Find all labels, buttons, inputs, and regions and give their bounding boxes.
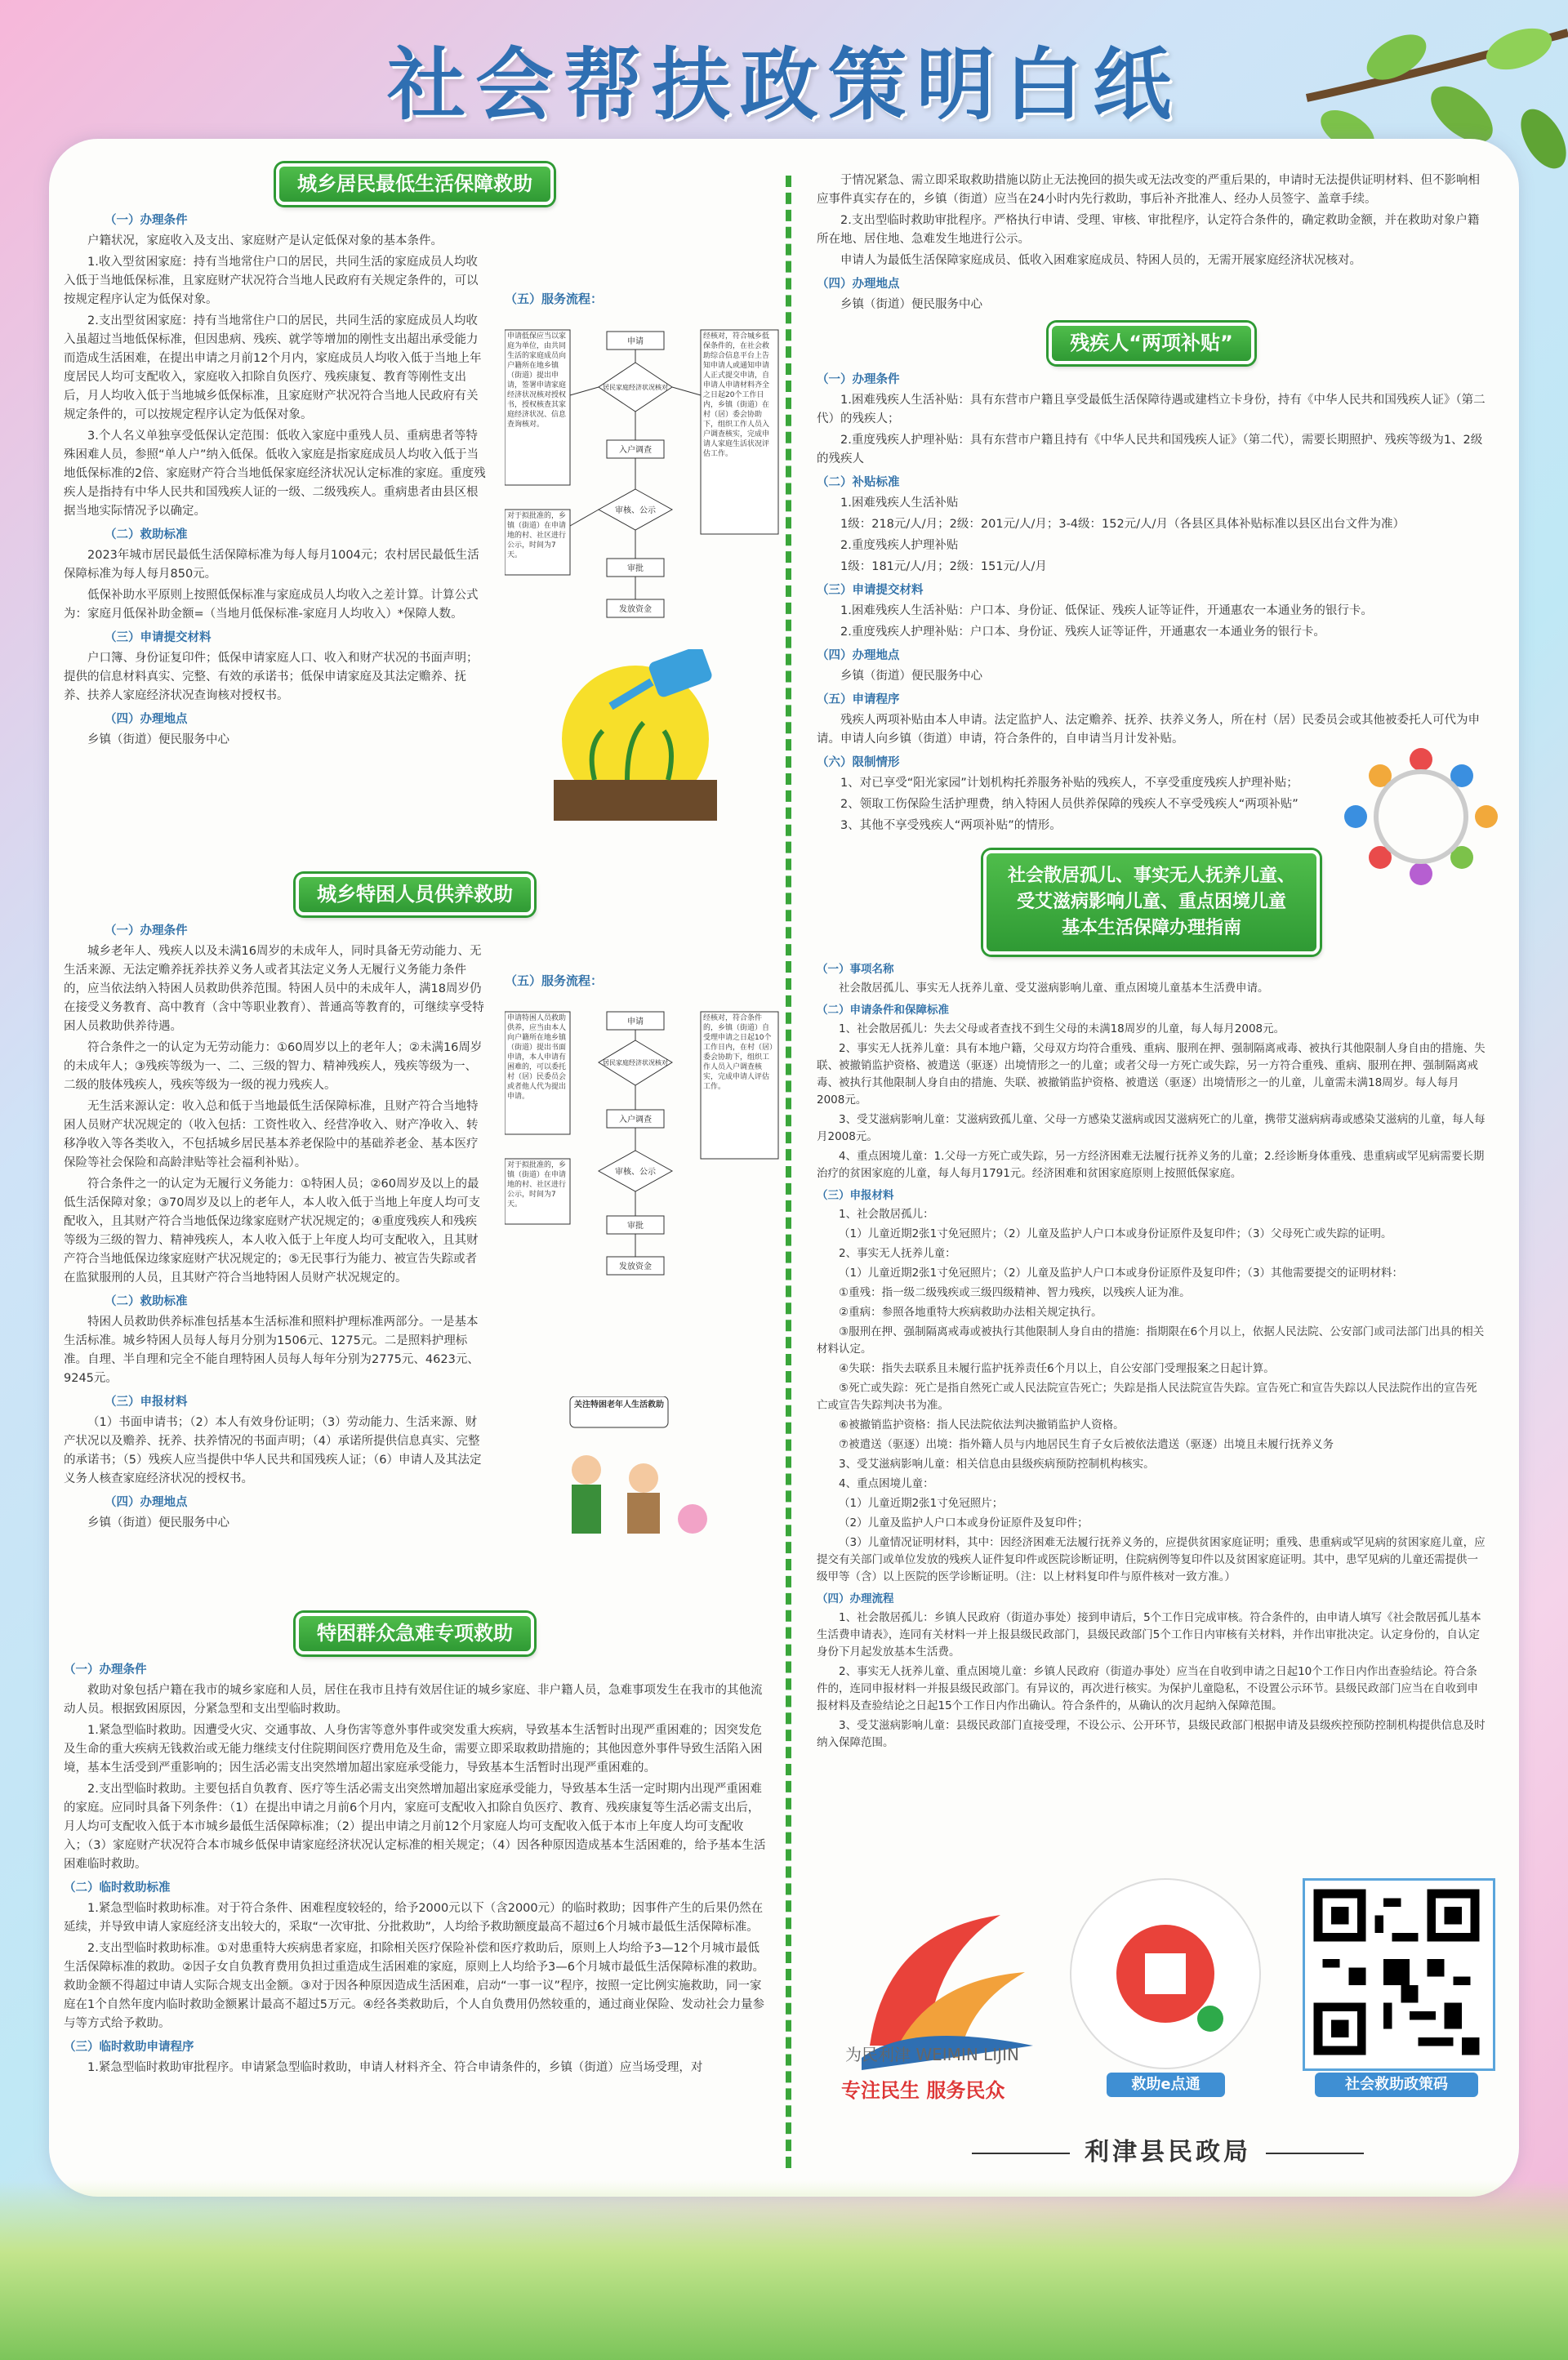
- section-title-emergency: 特困群众急难专项救助: [296, 1613, 534, 1654]
- flow-step: 入户调查: [619, 446, 652, 455]
- paragraph: ④失联：指失去联系且未履行监护抚养责任6个月以上，自公安部门受理报案之日起计算。: [839, 1362, 1275, 1375]
- subhead: （一）办理条件: [817, 373, 900, 386]
- qr-badge: 社会救助政策码: [1315, 2073, 1478, 2097]
- paragraph: 3、受艾滋病影响儿童：县级民政部门直接受理，不设公示、公开环节，县级民政部门根据申请及县级疾控预防控制机构提供信息及时纳入保障范围。: [817, 1719, 1486, 1749]
- subhead: （五）申请程序: [817, 693, 900, 706]
- paragraph: 1级：181元/人/月；2级：151元/人/月: [840, 560, 1047, 573]
- paragraph: （2）儿童及监护人户口本或身份证原件及复印件；: [839, 1516, 1089, 1530]
- qr-icon: [1305, 1881, 1488, 2064]
- logo-slogan-en: 为民利津 WEIMIN LIJIN: [845, 2045, 1019, 2064]
- subhead: （四）办理地点: [105, 713, 188, 726]
- paragraph: 3、其他不享受残疾人“两项补贴”的情形。: [840, 819, 1062, 832]
- paragraph: ⑦被遣送（驱逐）出境：指外籍人员与内地居民生育子女后被依法遣送（驱逐）出境且未履行抚养义务: [839, 1438, 1334, 1451]
- paragraph: 3、受艾滋病影响儿童：艾滋病致孤儿童、父母一方感染艾滋病或因艾滋病死亡的儿童，携带艾滋病病毒或感染艾滋病的儿童，每人每月2008元。: [817, 1113, 1486, 1143]
- flow-step: 居民家庭经济状况核对: [603, 384, 668, 391]
- paragraph: 1.紧急型临时救助。因遭受火灾、交通事故、人身伤害等意外事件或突发重大疾病，导致基本生活暂时出现严重困难的；因突发危及生命的重大疾病无钱救治或无能力继续支付住院期间医疗费用危及生命，需要立即采取救助措施的；其他因意外事件导致生活陷入困境，基本生活受到严重影响的；因生活必需支出突然增加超出家庭承受能力，导致基本生活暂时出现严重困难的。: [64, 1724, 763, 1774]
- paragraph: 1.紧急型临时救助审批程序。申请紧急型临时救助，申请人材料齐全、符合申请条件的，乡镇（街道）应当场受理，对: [87, 2061, 703, 2074]
- section-title-children: 社会散居孤儿、事实无人抚养儿童、 受艾滋病影响儿童、重点困境儿童 基本生活保障办理指南: [983, 850, 1320, 955]
- flow-diagram: [505, 314, 782, 665]
- paragraph: 申请人为最低生活保障家庭成员、低收入困难家庭成员、特困人员的，无需开展家庭经济状况核对。: [840, 254, 1361, 267]
- subhead: （四）办理地点: [105, 1496, 188, 1509]
- paragraph: 残疾人两项补贴由本人申请。法定监护人、法定赡养、抚养、扶养义务人，所在村（居）民委员会或其他被委托人可代为申请。申请人向乡镇（街道）申请，符合条件的，自申请当月计发补贴。: [817, 714, 1480, 746]
- subhead: （二）救助标准: [105, 1295, 188, 1308]
- paragraph: 1.困难残疾人生活补贴：户口本、身份证、低保证、残疾人证等证件，开通惠农一本通业务的银行卡。: [840, 604, 1373, 617]
- paragraph: ⑤死亡或失踪：死亡是指自然死亡或人民法院宣告死亡；失踪是指人民法院宣告失踪。宣告死亡和宣告失踪以人民法院作出的宣告死亡或宣告失踪判决书为准。: [817, 1382, 1477, 1412]
- paragraph: 2.重度残疾人护理补贴: [840, 539, 959, 552]
- subhead: （四）办理地点: [817, 278, 900, 291]
- flow-step: 申请: [627, 1017, 644, 1026]
- elderly-care-illustration: [537, 1396, 717, 1560]
- subhead: （一）办理条件: [105, 214, 188, 227]
- flow-note: 经核对，符合城乡低保条件的，在社会救助综合信息平台上告知申请人或通知申请人正式提交申请，自申请人申请材料齐全之日起20个工作日内，乡镇（街道）在村（居）委会协助下，组织工作人员入户调查核实，完成申请人家庭生活状况评估工作。: [703, 332, 770, 458]
- paragraph: 2、事实无人抚养儿童：具有本地户籍，父母双方均符合重残、重病、服刑在押、强制隔离戒毒、被执行其他限制人身自由的措施、失联、被撤销监护资格、被遣送（驱逐）出境情形之一的儿童；或者父母一方死亡或失踪，另一方符合重残、重病、服刑在押、强制隔离戒毒、被执行其他限制人身自由的措施、失联、被撤销监护资格、被遣送（驱逐）出境情形之一的儿童，儿童需未满18周岁。每人每月2008元。: [817, 1042, 1486, 1107]
- mini-program-icon: [1071, 1880, 1259, 2068]
- ground-decoration: [0, 2180, 1568, 2360]
- paragraph: 1.困难残疾人生活补贴：具有东营市户籍且享受最低生活保障待遇或建档立卡身份，持有《中华人民共和国残疾人证》（第二代）的残疾人；: [817, 394, 1486, 425]
- paragraph: 乡镇（街道）便民服务中心: [87, 1516, 229, 1530]
- flow-step: 发放资金: [619, 605, 652, 614]
- subhead: （二）临时救助标准: [64, 1881, 171, 1895]
- flow-step: 居民家庭经济状况核对: [603, 1059, 668, 1066]
- paragraph: ①重残：指一级二级残疾或三级四级精神、智力残疾，以残疾人证为准。: [839, 1286, 1191, 1299]
- flow-heading: （五）服务流程：: [505, 973, 604, 988]
- paragraph: 无生活来源认定：收入总和低于当地最低生活保障标准，且财产符合当地特困人员财产状况规定的（收入包括：工资性收入、经营净收入、财产净收入、转移净收入等各类收入，不包括城乡居民基本养老保险中的基础养老金、基本医疗保险等社会保险和高龄津贴等社会福利补贴）。: [64, 1100, 479, 1169]
- section-title-extreme-poverty: 城乡特困人员供养救助: [296, 874, 534, 915]
- subhead: （三）临时救助申请程序: [64, 2041, 194, 2054]
- column-divider: [786, 176, 791, 2168]
- flow-note: 申请低保应当以家庭为单位，由共同生活的家庭成员向户籍所在地乡镇（街道）提出申请，签署申请家庭经济状况核对授权书，授权核查其家庭经济状况、信息查询核对。: [507, 332, 567, 429]
- flow-note: 对于拟批准的，乡镇（街道）在申请地的村、社区进行公示，时间为7天。: [507, 1161, 567, 1209]
- paragraph: （1）儿童近期2张1寸免冠照片；（2）儿童及监护人户口本或身份证原件及复印件；（3）父母死亡或失踪的证明。: [839, 1227, 1392, 1240]
- paragraph: 户籍状况，家庭收入及支出、家庭财产是认定低保对象的基本条件。: [87, 234, 443, 247]
- paragraph: 1级：218元/人/月；2级：201元/人/月；3-4级：152元/人/月（各县区具体补贴标准以县区出台文件为准）: [840, 518, 1405, 531]
- paragraph: 4、重点困境儿童：: [839, 1477, 934, 1490]
- flow-step: 发放资金: [619, 1262, 652, 1271]
- paragraph: 3、受艾滋病影响儿童：相关信息由县级疾病预防控制机构核实。: [839, 1458, 1155, 1471]
- subhead: （二）补贴标准: [817, 476, 900, 489]
- section-extreme-poverty: [64, 874, 773, 1535]
- subhead: （三）申请提交材料: [105, 631, 212, 644]
- paragraph: 城乡老年人、残疾人以及未满16周岁的未成年人，同时具备无劳动能力、无生活来源、无法定赡养抚养扶养义务人或者其法定义务人无履行义务能力条件的，应当依法纳入特困人员救助供养范围。特困人员中的未成年人，满18周岁仍在接受义务教育、高中教育（含中等职业教育）、普通高等教育的，可继续享受特困人员救助供养待遇。: [64, 945, 484, 1033]
- subhead: （一）事项名称: [817, 963, 894, 976]
- paragraph: 符合条件之一的认定为无劳动能力：①60周岁以上的老年人；②未满16周岁的未成年人；③残疾等级为一、二、三级的智力、精神残疾人，残疾等级为一、二级的肢体残疾人，残疾等级为一级的视力残疾人。: [64, 1041, 483, 1092]
- subhead: （一）办理条件: [64, 1663, 147, 1676]
- flow-note: 经核对，符合条件的，乡镇（街道）自受理申请之日起10个工作日内，在村（居）委会协助下，组织工作人员入户调查核实，完成申请人评估工作。: [703, 1014, 773, 1091]
- section-title-low-income: 城乡居民最低生活保障救助: [276, 163, 554, 205]
- paragraph: 社会散居孤儿、事实无人抚养儿童、受艾滋病影响儿童、重点困境儿童基本生活费申请。: [839, 982, 1269, 995]
- flow-diagram: [505, 995, 782, 1306]
- paragraph: 低保补助水平原则上按照低保标准与家庭成员人均收入之差计算。计算公式为：家庭月低保补助金额=（当地月低保标准-家庭月人均收入）*保障人数。: [64, 589, 479, 621]
- paragraph: ③服刑在押、强制隔离戒毒或被执行其他限制人身自由的措施：指期限在6个月以上，依据人民法院、公安部门或司法部门出具的相关材料认定。: [817, 1325, 1485, 1356]
- paragraph: 1、对已享受“阳光家园”计划机构托养服务补贴的残疾人，不享受重度残疾人护理补贴；: [840, 777, 1298, 790]
- illustration-caption: 关注特困老年人生活救助: [574, 1400, 664, 1409]
- mini-program-code[interactable]: [1070, 1878, 1261, 2069]
- flow-step: 审批: [627, 1222, 644, 1231]
- bureau-name: 利津县民政局: [956, 2131, 1380, 2167]
- paragraph: 2.支出型临时救助。主要包括自负教育、医疗等生活必需支出突然增加超出家庭承受能力，导致基本生活一定时期内出现严重困难的家庭。应同时具备下列条件：（1）在提出申请之月前6个月内，家庭可支配收入扣除自负医疗、教育、残疾康复等生活必需支出后，月人均可支配收入低于本市城乡最低生活保障标准；（2）提出申请之月前12个月家庭人均可支配收入低于本市上年度人均可支配收入；（3）家庭财产状况符合本市城乡低保申请家庭经济状况认定标准的相关规定；（4）因各种原因造成基本生活困难的，给予基本生活困难临时救助。: [64, 1783, 766, 1871]
- paragraph: 2.重度残疾人护理补贴：具有东营市户籍且持有《中华人民共和国残疾人证》（第二代），需要长期照护、残疾等级为1、2级的残疾人: [817, 434, 1483, 465]
- flow-heading: （五）服务流程：: [505, 292, 604, 306]
- mini-program-badge: 救助e点通: [1107, 2073, 1225, 2097]
- paragraph: 2.重度残疾人护理补贴：户口本、身份证、残疾人证等证件，开通惠农一本通业务的银行卡。: [840, 626, 1325, 639]
- subhead: （二）救助标准: [105, 528, 188, 541]
- low-income-text: [64, 212, 488, 624]
- poster-title: 社会帮扶政策明白纸: [387, 38, 1181, 131]
- paragraph: 1、社会散居孤儿：: [839, 1208, 934, 1221]
- paragraph: 1、社会散居孤儿：乡镇人民政府（街道办事处）接到申请后，5个工作日完成审核。符合条件的，由申请人填写《社会散居孤儿基本生活费申请表》，连同有关材料一并上报县级民政部门，县级民政部门5个工作日内审核有关材料，并作出审批决定。认定身份的，自认定身份下月起发放基本生活费。: [817, 1611, 1481, 1659]
- flow-step: 申请: [627, 337, 644, 346]
- paragraph: 1、社会散居孤儿：失去父母或者查找不到生父母的未满18周岁的儿童，每人每月2008元。: [839, 1022, 1285, 1035]
- watering-can-illustration: [554, 649, 717, 821]
- subhead: （三）申请提交材料: [817, 584, 924, 597]
- flowchart-low-income: [505, 290, 782, 671]
- flowchart-extreme-poverty: [505, 972, 782, 1312]
- subhead: （三）申报材料: [817, 1189, 894, 1202]
- qr-code[interactable]: [1303, 1878, 1495, 2071]
- flow-step: 审批: [627, 564, 644, 573]
- section-title-disability: 残疾人“两项补贴”: [1049, 323, 1254, 364]
- flow-step: 入户调查: [619, 1115, 652, 1124]
- paragraph: 4、重点困境儿童：1.父母一方死亡或失踪，另一方经济困难无法履行抚养义务的儿童；2.经诊断身体重残、患重病或罕见病需要长期治疗的贫困家庭的儿童，每人每月1791元。经济困难和贫困家庭原则上按照低保家庭。: [817, 1150, 1485, 1180]
- logo-slogan: 专注民生 服务民众: [841, 2079, 1005, 2102]
- subhead: （六）限制情形: [817, 756, 900, 769]
- paragraph: （1）儿童近期2张1寸免冠照片；: [839, 1497, 1004, 1510]
- paragraph: 救助对象包括户籍在我市的城乡家庭和人员，居住在我市且持有效居住证的城乡家庭、非户籍人员，急难事项发生在我市的其他流动人员。根据致困原因，分紧急型和支出型临时救助。: [64, 1684, 763, 1716]
- paragraph: 1.困难残疾人生活补贴: [840, 496, 959, 510]
- paragraph: 符合条件之一的认定为无履行义务能力：①特困人员；②60周岁及以上的最低生活保障对象；③70周岁及以上的老年人，本人收入低于当地上年度人均可支配收入，且其财产符合当地低保边缘家庭财产状况规定的；④重度残疾人和残疾等级为三级的智力、精神残疾人，本人收入低于上年度人均可支配收入，且其财产符合当地低保边缘家庭财产状况规定的；⑤无民事行为能力、被宣告失踪或者在监狱服刑的人员，且其财产符合当地特困人员财产状况规定的。: [64, 1178, 480, 1285]
- paragraph: 乡镇（街道）便民服务中心: [840, 670, 982, 683]
- subhead: （四）办理地点: [817, 649, 900, 662]
- paragraph: 于情况紧急、需立即采取救助措施以防止无法挽回的损失或无法改变的严重后果的，申请时无法提供证明材料、但不影响相应事件真实存在的，乡镇（街道）应当在24小时内先行救助，事后补齐批准人、经办人员签字、盖章手续。: [817, 174, 1480, 206]
- paragraph: 2、事实无人抚养儿童、重点困境儿童：乡镇人民政府（街道办事处）应当在自收到申请之日起10个工作日内作出查验结论。符合条件的，连同申报材料一并报县级民政部门。有异议的，再次进行核实。为保护儿童隐私，不设置公示环节。县级民政部门应当在自收到申报材料及查验结论之日起15个工作日内作出确认。符合条件的，从确认的次月起纳入保障范围。: [817, 1665, 1478, 1712]
- paragraph: 户口簿、身份证复印件；低保申请家庭人口、收入和财产状况的书面声明；提供的信息材料真实、完整、有效的承诺书；低保申请家庭及其法定赡养、抚养、扶养人家庭经济状况查询核对授权书。: [64, 652, 479, 702]
- paragraph: （1）儿童近期2张1寸免冠照片；（2）儿童及监护人户口本或身份证原件及复印件；（3）其他需要提交的证明材料：: [839, 1267, 1403, 1280]
- paragraph: 3.个人名义单独享受低保认定范围：低收入家庭中重残人员、重病患者等特殊困难人员，参照“单人户”纳入低保。低收入家庭是指家庭成员人均收入低于当地低保标准的2倍、家庭财产符合当地低保家庭经济状况认定标准的家庭。重度残疾人是指持有中华人民共和国残疾人证的一级、二级残疾人。重病患者由县区根据当地实际情况予以确定。: [64, 430, 486, 518]
- paragraph: 乡镇（街道）便民服务中心: [87, 733, 229, 746]
- paragraph: 2、事实无人抚养儿童：: [839, 1247, 956, 1260]
- paragraph: 2.支出型贫困家庭：持有当地常住户口的居民，共同生活的家庭成员人均收入虽超过当地低保标准，但因患病、残疾、就学等增加的刚性支出超出承受能力而造成生活困难，在提出申请之月前12个月内，家庭成员人均收入低于当地上年度居民人均可支配收入，家庭收入扣除自负医疗、残疾康复、教育等刚性支出后，月人均收入低于当地城乡低保标准，且家庭财产状况符合当地人民政府有关规定条件的，可以按规定程序认定为低保对象。: [64, 314, 482, 421]
- subhead: （一）办理条件: [105, 924, 188, 937]
- subhead: （三）申报材料: [105, 1396, 188, 1409]
- paragraph: 2、领取工伤保险生活护理费，纳入特困人员供养保障的残疾人不享受残疾人“两项补贴”: [840, 798, 1298, 811]
- section-emergency: [64, 1613, 766, 2080]
- paragraph: 2023年城市居民最低生活保障标准为每人每月1004元；农村居民最低生活保障标准为每人每月850元。: [64, 549, 479, 581]
- paragraph: （1）书面申请书；（2）本人有效身份证明；（3）劳动能力、生活来源、财产状况以及赡养、抚养、扶养情况的书面声明；（4）承诺所提供信息真实、完整的承诺书；（5）残疾人应当提供中华人民共和国残疾人证；（6）申请人及其法定义务人核查家庭经济状况的授权书。: [64, 1416, 482, 1485]
- flow-note: 申请特困人员救助供养，应当由本人向户籍所在地乡镇（街道）提出书面申请，本人申请有困难的，可以委托村（居）民委员会或者他人代为提出申请。: [507, 1014, 567, 1101]
- paragraph: 乡镇（街道）便民服务中心: [840, 298, 982, 311]
- children-circle-illustration: [1339, 735, 1503, 890]
- paragraph: 2.支出型临时救助审批程序。严格执行申请、受理、审核、审批程序，认定符合条件的，确定救助金额，并在救助对象户籍所在地、居住地、急难发生地进行公示。: [817, 214, 1480, 246]
- paragraph: ⑥被撤销监护资格：指人民法院依法判决撤销监护人资格。: [839, 1418, 1125, 1432]
- left-column: [64, 163, 773, 2074]
- paragraph: ②重病：参照各地重特大疾病救助办法相关规定执行。: [839, 1306, 1102, 1319]
- subhead: （四）办理流程: [817, 1592, 894, 1605]
- subhead: （二）申请条件和保障标准: [817, 1004, 949, 1017]
- right-column: [817, 171, 1486, 1754]
- paragraph: 1.收入型贫困家庭：持有当地常住户口的居民，共同生活的家庭成员人均收入低于当地低保标准，且家庭财产状况符合当地人民政府有关规定条件的，可以按规定程序认定为低保对象。: [64, 256, 479, 306]
- flow-step: 审核、公示: [615, 1168, 656, 1177]
- paragraph: 2.支出型临时救助标准。①对患重特大疾病患者家庭，扣除相关医疗保险补偿和医疗救助后，原则上人均给予3—12个月城市最低生活保障标准的救助。②因子女自负教育费用负担过重造成生活困难的家庭，原则上人均给予3—6个月城市最低生活保障标准的救助。救助金额不得超过申请人实际合规支出金额。③对于因各种原因造成生活困难，启动“一事一议”程序，按照一定比例实施救助，同一家庭在1个自然年度内临时救助金额累计最高不超过5万元。④经各类救助后，个人自负费用仍然较重的，通过商业保险、发动社会力量参与等方式给予救助。: [64, 1942, 764, 2030]
- weimin-lijin-logo: [837, 1882, 1058, 2103]
- paragraph: 1.紧急型临时救助标准。对于符合条件、困难程度较轻的，给予2000元以下（含2000元）的临时救助；因事件产生的后果仍然在延续，并导致申请人家庭经济支出较大的，采取“一次审批、分批救助”，人均给予救助额度最高不超过6个月城市最低生活保障标准。: [64, 1902, 764, 1934]
- paragraph: 特困人员救助供养标准包括基本生活标准和照料护理标准两部分。一是基本生活标准。城乡特困人员每人每月分别为1506元、1275元。二是照料护理标准。自理、半自理和完全不能自理特困人员每人每年分别为2775元、4623元、9245元。: [64, 1316, 479, 1385]
- flow-note: 对于拟批准的，乡镇（街道）在申请地的村、社区进行公示，时间为7天。: [507, 512, 567, 559]
- flow-step: 审核、公示: [615, 506, 656, 515]
- paragraph: （3）儿童情况证明材料，其中：因经济困难无法履行抚养义务的，应提供贫困家庭证明；重残、患重病或罕见病的贫困家庭儿童，应提交有关部门或单位发放的残疾人证件复印件或医院诊断证明，住院病例等复印件以及贫困家庭证明。其中，患罕见病的儿童还需提供一级甲等（含）以上医院的医学诊断证明。（注：以上材料复印件与原件核对一致方准。）: [817, 1536, 1486, 1583]
